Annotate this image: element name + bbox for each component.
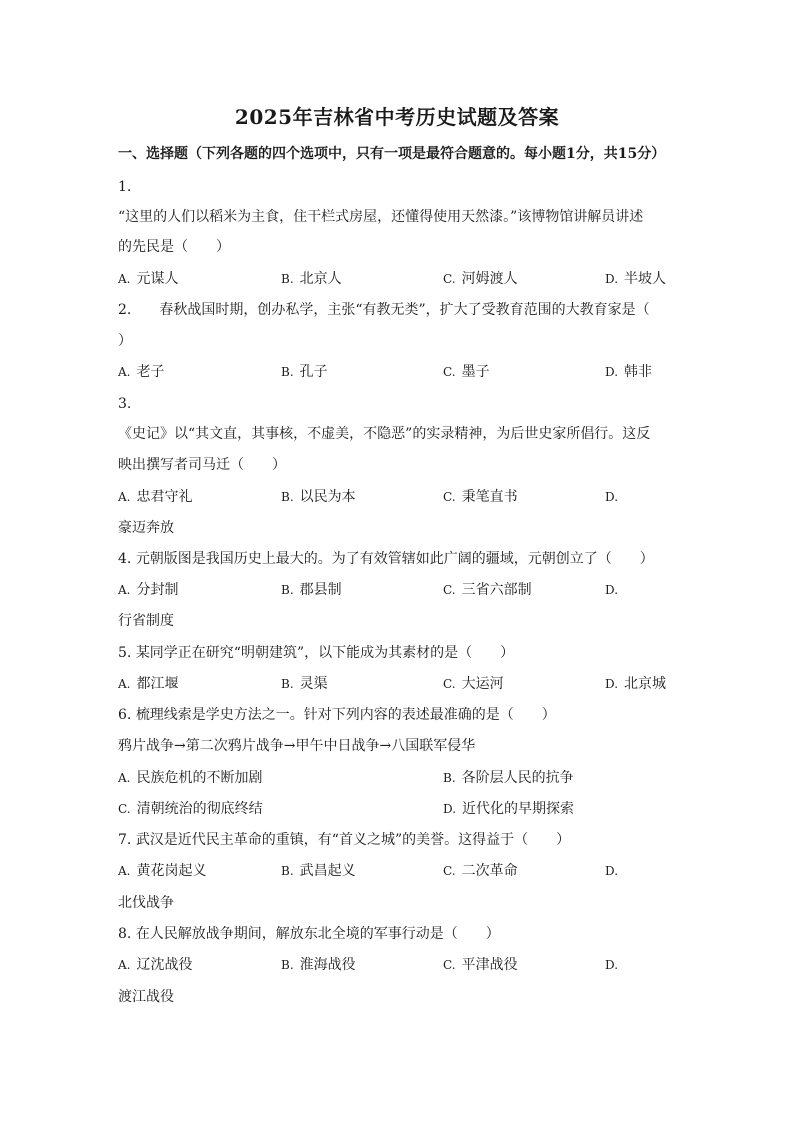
question-1-option-b [281, 268, 342, 290]
section-heading: 一、选择题（下列各题的四个选项中，只有一项是最符合题意的。每小题1分，共15分） [118, 146, 666, 162]
question-1-option-a [118, 268, 178, 290]
option-letter: C. [118, 802, 131, 816]
option-text: 忠君守礼 [136, 489, 193, 505]
question-3-number: 3. [118, 396, 132, 412]
question-6-stem-line1: 梳理线索是学史方法之一。针对下列内容的表述最准确的是（ ） [135, 707, 556, 723]
question-2-option-a [118, 361, 164, 383]
question-5-number: 5. [118, 645, 132, 661]
question-8-stem-line1: 在人民解放战争期间，解放东北全境的军事行动是（ ） [135, 926, 500, 942]
option-letter: A. [118, 677, 131, 691]
question-5-option-a [118, 673, 178, 695]
option-letter: D. [605, 583, 619, 597]
question-2-stem-line1: 春秋战国时期，创办私学，主张“有教无类”，扩大了受教育范围的大教育家是（ [159, 302, 650, 318]
question-5-line1 [118, 642, 514, 664]
option-letter: C. [443, 677, 456, 691]
question-8-option-c [443, 954, 518, 976]
option-letter: A. [118, 365, 131, 379]
question-5-option-c [443, 673, 504, 695]
option-text: 秉笔直书 [461, 489, 518, 505]
option-letter: A. [118, 583, 131, 597]
option-text: 都江堰 [136, 676, 179, 692]
option-text: 河姆渡人 [461, 271, 518, 287]
option-text: 辽沈战役 [136, 957, 193, 973]
question-6-stem-line2: 鸦片战争→第二次鸦片战争→甲午中日战争→八国联军侵华 [118, 738, 476, 754]
question-7-option-d-text: 北伐战争 [118, 895, 174, 911]
question-3-option-b [281, 486, 356, 508]
option-text: 元谋人 [136, 271, 179, 287]
option-letter: D. [605, 958, 619, 972]
question-4-option-c [443, 579, 532, 601]
option-text: 以民为本 [299, 489, 356, 505]
option-text: 武昌起义 [299, 863, 356, 879]
option-letter: A. [118, 490, 131, 504]
option-letter: A. [118, 272, 131, 286]
question-6-option-b [443, 767, 574, 789]
option-text: 老子 [136, 364, 165, 380]
option-text: 半坡人 [624, 271, 667, 287]
question-8-option-b [281, 954, 356, 976]
option-text: 淮海战役 [299, 957, 356, 973]
option-letter: C. [443, 864, 456, 878]
option-letter: D. [605, 365, 619, 379]
option-text: 平津战役 [461, 957, 518, 973]
option-letter: C. [443, 365, 456, 379]
option-text: 清朝统治的彻底终结 [136, 801, 263, 817]
question-3-option-d [605, 486, 624, 508]
question-3-stem-line1: 《史记》以“其文直，其事核，不虚美，不隐恶”的实录精神，为后世史家所倡行。这反 [118, 426, 651, 442]
question-4-option-a [118, 579, 178, 601]
option-letter: B. [281, 864, 294, 878]
question-6-line1 [118, 704, 556, 726]
question-1-number: 1. [118, 179, 132, 195]
question-3-option-d-text: 豪迈奔放 [118, 520, 174, 536]
question-1-option-c [443, 268, 518, 290]
question-3-option-c [443, 486, 518, 508]
question-8-line1 [118, 923, 500, 945]
question-5-stem-line1: 某同学正在研究“明朝建筑”，以下能成为其素材的是（ ） [135, 645, 515, 661]
question-7-number: 7. [118, 832, 132, 848]
question-6-option-a [118, 767, 262, 789]
option-letter: B. [443, 771, 456, 785]
option-letter: B. [281, 272, 294, 286]
question-2-option-c [443, 361, 490, 383]
question-8-number: 8. [118, 926, 132, 942]
question-6-option-c [118, 798, 263, 820]
question-1-option-d [605, 268, 666, 290]
question-4-option-b [281, 579, 342, 601]
option-text: 大运河 [461, 676, 504, 692]
option-letter: B. [281, 365, 294, 379]
option-text: 民族危机的不断加剧 [136, 770, 263, 786]
question-7-option-b [281, 860, 356, 882]
option-letter: C. [443, 583, 456, 597]
question-2-stem-line2: ） [118, 333, 132, 349]
option-letter: D. [605, 272, 619, 286]
option-text: 各阶层人民的抗争 [461, 770, 574, 786]
option-letter: B. [281, 958, 294, 972]
option-text: 北京人 [299, 271, 342, 287]
question-4-option-d [605, 579, 624, 601]
question-2-line1 [118, 299, 650, 321]
option-letter: D. [605, 490, 619, 504]
option-text: 分封制 [136, 582, 179, 598]
question-1-stem-line2: 的先民是（ ） [118, 239, 230, 255]
question-5-option-b [281, 673, 328, 695]
question-7-option-c [443, 860, 518, 882]
question-6-number: 6. [118, 707, 132, 723]
question-7-option-a [118, 860, 206, 882]
question-4-stem-line1: 元朝版图是我国历史上最大的。为了有效管辖如此广阔的疆域，元朝创立了（ ） [135, 551, 654, 567]
option-letter: B. [281, 677, 294, 691]
page-title: 2025年吉林省中考历史试题及答案 [234, 105, 560, 129]
option-letter: D. [605, 677, 619, 691]
question-8-option-d-text: 渡江战役 [118, 989, 174, 1005]
option-letter: A. [118, 771, 131, 785]
question-2-number: 2. [118, 302, 132, 318]
question-3-stem-line2: 映出撰写者司马迁（ ） [118, 457, 286, 473]
option-text: 黄花岗起义 [136, 863, 207, 879]
option-text: 孔子 [299, 364, 328, 380]
question-3-option-a [118, 486, 192, 508]
question-2-option-b [281, 361, 328, 383]
option-letter: A. [118, 958, 131, 972]
question-7-stem-line1: 武汉是近代民主革命的重镇，有“首义之城”的美誉。这得益于（ ） [135, 832, 571, 848]
option-letter: A. [118, 864, 131, 878]
question-7-line1 [118, 829, 570, 851]
option-letter: D. [443, 802, 457, 816]
option-letter: C. [443, 490, 456, 504]
option-text: 灵渠 [299, 676, 328, 692]
question-7-option-d [605, 860, 624, 882]
question-4-number: 4. [118, 551, 132, 567]
question-6-option-d [443, 798, 574, 820]
option-text: 郡县制 [299, 582, 342, 598]
question-5-option-d [605, 673, 666, 695]
option-text: 近代化的早期探索 [462, 801, 575, 817]
question-8-option-d [605, 954, 624, 976]
option-text: 北京城 [624, 676, 667, 692]
option-letter: B. [281, 490, 294, 504]
option-text: 二次革命 [461, 863, 518, 879]
option-text: 三省六部制 [461, 582, 532, 598]
option-letter: D. [605, 864, 619, 878]
question-1-stem-line1: “这里的人们以稻米为主食，住干栏式房屋，还懂得使用天然漆。”该博物馆讲解员讲述 [118, 209, 644, 225]
option-text: 墨子 [461, 364, 490, 380]
option-letter: C. [443, 272, 456, 286]
option-letter: B. [281, 583, 294, 597]
option-text: 韩非 [624, 364, 653, 380]
question-4-line1 [118, 548, 654, 570]
question-2-option-d [605, 361, 652, 383]
option-letter: C. [443, 958, 456, 972]
question-8-option-a [118, 954, 192, 976]
question-4-option-d-text: 行省制度 [118, 613, 174, 629]
